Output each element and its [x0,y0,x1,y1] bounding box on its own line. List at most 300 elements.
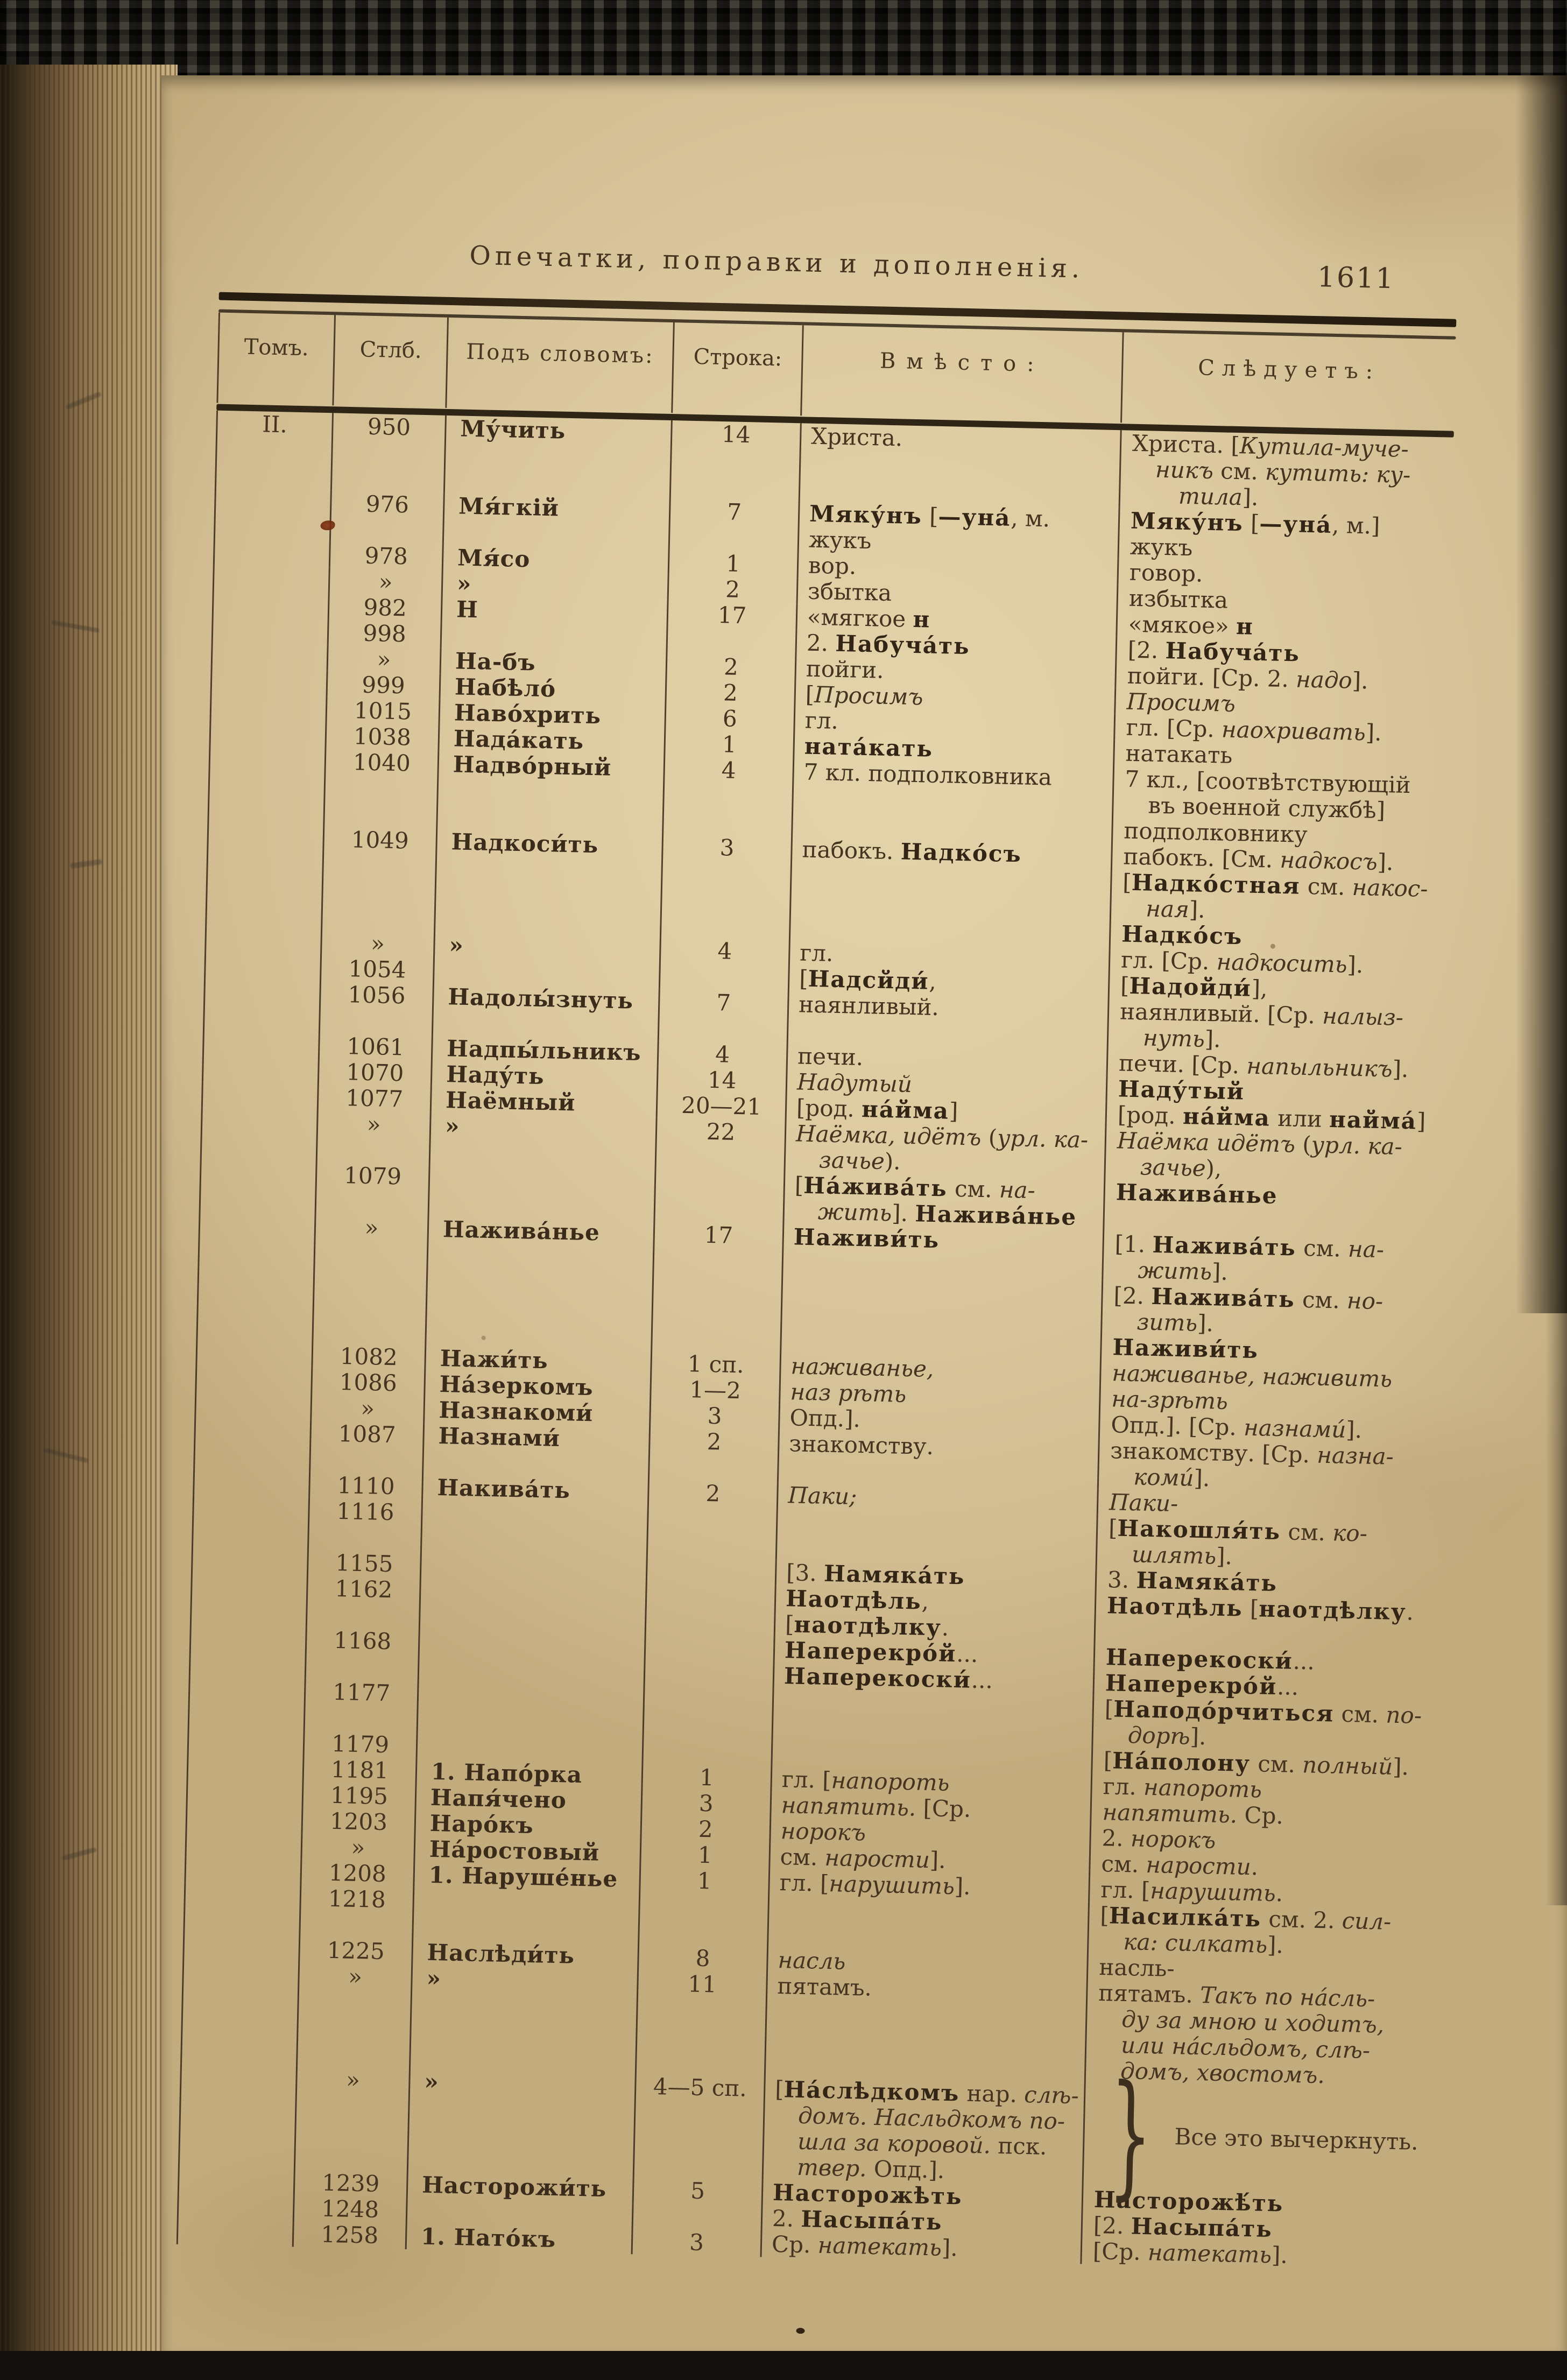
text-line: [1. Нажива́ть см. на- [1114,1230,1385,1263]
cell-follows [1103,1179,1437,1238]
cell-instead [780,1224,1103,1360]
cell-follows [1109,843,1445,954]
cell-volume [182,1934,299,1963]
cell-volume [205,823,323,930]
cell-under-word: Надолы́знуть [432,984,659,1040]
cell-line-number: 1 [663,730,793,759]
header-line: Строка: [671,322,802,416]
cell-line-number: 4 [657,1040,787,1069]
text-line: 2. Набуча́ть [806,629,971,660]
cell-column-number: 1079 [315,1162,429,1216]
cell-volume [183,1883,300,1937]
text-line: Паки- [1109,1489,1178,1517]
cell-column-number: 1179 [303,1730,417,1759]
cell-volume [204,953,320,981]
text-line: гл. [нарушить. [1100,1876,1283,1907]
text-line: гл. [напороть [781,1766,950,1796]
cell-line-number: 11 [635,1970,766,2076]
cell-column-number: » [327,645,440,674]
cell-volume [214,488,330,543]
text-line: на-зрѣть [1111,1385,1229,1415]
cell-under-word: Наду́ть [430,1061,657,1092]
cell-column-number: 1203 [301,1808,414,1836]
cell-follows [1111,766,1446,850]
cell-under-word: 1. Нато́къ [405,2223,632,2254]
header-tom: Томъ. [216,313,334,406]
cell-column-number: » [328,568,442,596]
cell-line-number: 4—5 сп. [633,2073,764,2179]
cell-column-number: » [310,1395,423,1423]
cell-instead [767,1896,1088,1954]
text-line: въ военной службѣ] [1147,792,1386,824]
cell-under-word: » [433,932,660,963]
text-line: Ср. натекать]. [771,2230,958,2262]
cell-line-number: 2 [640,1815,770,1843]
cell-column-number: 1087 [309,1420,423,1475]
cell-line-number: 20—21 [656,1092,786,1121]
text-line: напятить. [Ср. [781,1792,971,1822]
cell-volume [210,668,327,697]
text-line: см. нарости]. [780,1843,947,1874]
cell-line-number: 14 [657,1066,786,1095]
cell-line-number: 2 [647,1480,777,1508]
cell-under-word [417,1681,644,1737]
cell-line-number: 2 [665,679,794,707]
text-line: [Надойди́], [1120,972,1268,1002]
cell-line-number: 14 [669,420,800,501]
text-line: гл. [Ср. надкосить]. [1120,946,1364,978]
cell-volume [190,1573,307,1627]
cell-volume [194,1392,310,1420]
cell-under-word: Мя́гкій [442,493,669,550]
cell-under-word: Надво́рный [436,751,663,834]
text-line: пятамъ. [777,1973,872,2001]
cell-under-word: Надкоси́ть [434,829,662,937]
cell-line-number: 7 [658,989,788,1043]
cell-column-number: 1110 [308,1472,422,1501]
cell-under-word [420,1500,647,1557]
text-line: жить]. [1138,1257,1229,1285]
cell-line-number: 3 [649,1402,779,1431]
text-line: избытка [1128,585,1229,614]
text-line: наянливый. [798,991,940,1021]
cell-volume [207,746,324,826]
cell-volume [177,2193,293,2221]
cell-volume [193,1418,310,1472]
cell-under-word: Наёмный [430,1087,657,1118]
cell-volume [177,2219,293,2247]
cell-column-number: 1116 [307,1498,421,1552]
cell-follows [1091,1696,1426,1755]
text-line: Наперекро́й... [784,1637,978,1667]
cell-column-number: 1061 [318,1033,432,1061]
text-line: пойги. [Ср. 2. надо]. [1127,662,1369,694]
cell-under-word: Напя́чено [414,1784,641,1815]
cell-line-number [659,963,788,991]
cell-volume [195,1340,312,1369]
text-line: [Просимъ [805,681,923,710]
curly-brace: } [1107,2055,1154,2214]
cell-column-number: 1040 [323,749,437,829]
text-line: гл. [Ср. наохривать]. [1126,714,1382,746]
text-line: збытка [807,578,892,607]
cell-under-word: На́зеркомъ [423,1371,650,1402]
cell-under-word: Назнакоми́ [423,1397,650,1427]
cell-volume [204,927,321,955]
text-line: знакомству. [788,1430,934,1460]
cell-under-word [412,1888,639,1944]
text-line: вор. [808,552,857,580]
book-page [161,75,1567,2351]
cell-volume [213,565,329,594]
cell-column-number: 1218 [299,1885,413,1940]
cell-line-number: 3 [640,1789,770,1818]
text-line: твер. Опд.]. [796,2153,945,2184]
cell-column-number: 998 [327,619,441,648]
cell-line-number: 3 [631,2228,761,2257]
cell-instead [777,1431,1098,1489]
brace-note: Все это вычеркнуть. [1174,2123,1419,2156]
errata-table [177,292,1457,2275]
cell-line-number: 1 [668,550,797,578]
text-line: жить]. Нажива́нье [817,1198,1077,1230]
cell-line-number: 5 [632,2177,762,2205]
cell-line-number [638,1892,768,1947]
cell-under-word: Наро́къ [414,1810,640,1841]
cell-column-number: 1225 [298,1937,412,1966]
cell-under-word: Наво́хрить [438,700,665,730]
text-line: [На́слѣдкомъ нар. слѣ- [774,2075,1079,2109]
text-line: норокъ [780,1818,866,1846]
cell-column-number: 1086 [310,1369,424,1397]
text-line: Опд.]. [Ср. назнами́]. [1110,1411,1363,1444]
cell-volume: II. [215,411,332,491]
text-line: зачье), [1140,1153,1222,1182]
text-line: [На́полону см. полный]. [1103,1747,1409,1780]
cell-under-word: » [409,1965,637,2073]
text-line: [Насилка́ть см. 2. сил- [1099,1902,1392,1935]
cell-line-number: 1—2 [650,1376,779,1405]
cell-instead [797,501,1119,559]
text-line: Нажива́нье [1116,1179,1279,1209]
cell-under-word: Набѣло́ [439,674,665,705]
cell-line-number: 3 [660,834,791,940]
text-line: Надутый [796,1068,913,1098]
text-line: [Надсйди́, [799,965,937,995]
cell-line-number [644,1634,774,1688]
text-line: наянливый. [Ср. налыз- [1119,998,1404,1031]
text-line: насль [778,1947,846,1975]
cell-follows [1119,430,1454,515]
cell-volume [188,1676,305,1730]
text-line: см. нарости. [1101,1850,1259,1881]
text-line: тила]. [1178,482,1259,511]
text-line: [На́жива́ть см. на- [794,1172,1036,1204]
cell-line-number: 2 [667,575,797,604]
cell-column-number: 1155 [307,1550,420,1578]
text-line: [Наподо́рчиться см. по- [1104,1695,1422,1729]
page-title: Опечатки, поправки и дополненія. [469,240,1084,284]
cell-line-number: 17 [667,601,796,630]
text-line: 3. Намяка́ть [1107,1566,1278,1597]
cell-instead [762,2076,1084,2187]
cell-instead [787,991,1108,1050]
cell-under-word: 1. Наруше́нье [413,1862,639,1892]
text-line: Наперекоски́... [1105,1644,1315,1675]
text-line: Наду́тый [1118,1075,1245,1105]
cell-volume [203,978,320,1033]
text-line: 7 кл. подполковника [803,758,1053,791]
text-line: знакомству. [Ср. назна- [1110,1437,1394,1470]
cell-line-number [666,627,795,656]
cell-instead [784,1121,1105,1179]
cell-line-number: 2 [648,1428,778,1482]
cell-instead [782,1172,1104,1231]
text-line: ная]. [1145,895,1206,923]
cell-column-number: » [312,1214,427,1346]
cell-column-number: 1082 [311,1343,425,1371]
margin-mark [62,1847,97,1861]
cell-instead [764,1973,1086,2083]
cell-volume [195,1366,311,1395]
cell-under-word: Нажива́нье [425,1216,653,1350]
cell-under-word: Му́чить [443,416,671,498]
text-line: Наперекоски́... [784,1663,993,1694]
text-line: Наживи́ть [1112,1334,1259,1364]
cell-line-number: 22 [655,1118,785,1172]
cell-volume [186,1779,302,1808]
cell-volume [187,1754,303,1782]
text-line: 7 кл., [соотвѣтствующій [1125,765,1411,799]
cell-column-number: 1162 [306,1575,420,1630]
cell-under-word [428,1165,655,1221]
text-line: насль- [1098,1954,1175,1982]
cell-column-number: 1015 [325,697,439,726]
margin-mark [51,620,100,633]
cell-follows [1104,1128,1438,1187]
margin-mark [43,1448,88,1463]
text-line: гл. [799,939,834,967]
cell-volume [178,2167,294,2195]
cell-under-word: Наслѣди́ть [411,1939,638,1970]
cell-line-number: 7 [668,498,799,552]
cell-under-word: Надпы́льникъ [431,1036,658,1066]
text-line: [2. Насыпа́ть [1093,2212,1273,2243]
cell-line-number [646,1505,777,1560]
cell-column-number: 1208 [300,1860,413,1888]
cell-column-number: 999 [326,671,440,700]
cell-volume [200,1108,317,1162]
cell-volume [187,1728,303,1756]
cell-column-number: 1258 [292,2221,406,2249]
cell-under-word: 1. Напо́рка [415,1758,641,1789]
text-line: никъ см. кутить: ку- [1155,456,1411,489]
text-line: [Ср. натекать]. [1092,2237,1288,2269]
text-line: ната́кать [804,733,934,762]
cell-column-number: 1177 [303,1679,418,1733]
cell-column-number: 1195 [302,1782,415,1811]
text-line: гл. [нарушить]. [779,1869,971,1900]
table-body [177,411,1454,2275]
text-line: пойги. [806,655,885,684]
text-line: шлять]. [1131,1541,1233,1570]
cell-column-number: 1239 [293,2169,407,2198]
cell-line-number [645,1582,775,1637]
cell-line-number: 1 [639,1867,768,1895]
cell-column-number: » [316,1110,430,1165]
cell-volume [202,1056,318,1085]
cell-volume [202,1030,319,1059]
printed-content [115,74,1567,2380]
cell-column-number: 1070 [317,1059,431,1087]
cell-follows [1092,1644,1427,1703]
header-stlb: Стлб. [332,315,447,408]
cell-column-number: 1038 [324,723,438,751]
cell-line-number: 1 [639,1841,769,1869]
text-line: Мяку́нъ [—уна́, м. жукъ [808,500,1050,554]
text-line: печи. [Ср. напыльникъ]. [1118,1050,1409,1083]
header-instead: Вмѣсто: [800,325,1123,423]
text-line: или на́сльдомъ, слѣ- [1120,2031,1371,2064]
cell-volume [178,2064,296,2170]
cell-volume [192,1495,308,1550]
cell-column-number: 1056 [319,981,433,1036]
cell-under-word: Нажи́ть [424,1345,651,1376]
cell-instead [791,759,1113,843]
cell-line-number [632,2202,761,2231]
cell-under-word: Накива́ть [421,1474,648,1505]
text-line: коми́]. [1133,1463,1210,1492]
cell-volume [211,617,328,645]
cell-follows [1087,1903,1422,1962]
text-line: Наживи́ть [793,1223,940,1254]
header-follows: Слѣдуетъ: [1120,332,1456,429]
cell-under-word: » [441,571,668,601]
text-line: [род. на́йма] [796,1094,958,1124]
text-line: Насторожѣ́ть [1093,2186,1284,2217]
text-line: Христа. [810,423,903,452]
cell-line-number [646,1557,775,1585]
text-line: [Надко́стная см. накос- [1122,869,1429,902]
text-line: Мяку́нъ [—уна́, м.] жукъ [1130,507,1380,561]
cell-volume [199,1159,316,1214]
cell-volume [185,1831,301,1860]
cell-volume [196,1211,314,1343]
cell-volume [191,1547,307,1575]
cell-follows [1100,1231,1436,1367]
text-line: наживанье, [790,1353,934,1383]
text-line: наз рѣть [790,1378,907,1407]
text-line: [2. Нажива́ть см. но- [1113,1282,1384,1315]
text-line: гл. [804,707,839,734]
cell-column-number: 1049 [321,826,436,932]
text-line: [2. Набуча́ть [1127,636,1301,667]
cell-column-number: 950 [330,413,445,493]
cell-column-number: 1168 [305,1627,419,1681]
cell-volume [201,1082,317,1110]
text-line: натакать [1125,740,1233,769]
text-line: «мякое» н [1128,610,1254,640]
text-line: [Накошля́ть см. ко- [1108,1515,1368,1547]
cell-volume [180,1960,298,2066]
cell-follows [1117,508,1452,567]
text-line: гл. напороть [1103,1773,1262,1803]
text-line: пабокъ. [См. надкосъ]. [1123,843,1394,876]
cell-line-number: 4 [659,937,789,966]
cell-instead [775,1508,1097,1567]
cell-line-number [642,1686,772,1740]
text-line: Христа. [Кутила-муче- [1132,429,1409,462]
cell-under-word: » [407,2068,635,2177]
text-line: наживанье, наживить [1111,1360,1393,1392]
cell-line-number: 6 [664,705,794,733]
cell-column-number: 982 [328,594,441,622]
text-line: Наотдѣль [наотдѣлку. [1106,1592,1414,1625]
cell-line-number: 17 [651,1221,782,1353]
cell-under-word: Нада́кать [437,726,664,756]
cell-under-word: Насторожи́ть [406,2172,633,2202]
cell-line-number: 1 [641,1763,771,1792]
cell-instead [774,1586,1095,1644]
cell-under-word: На́ростовый [413,1836,640,1867]
text-line: 2. Насыпа́ть [772,2205,943,2235]
text-line: подполковнику [1123,817,1308,848]
cell-line-number [641,1737,771,1766]
text-line: дорѣ]. [1127,1722,1206,1750]
text-line: напятить. Ср. [1102,1799,1284,1829]
cell-instead [799,423,1120,508]
margin-mark [70,859,103,869]
paper-speck [796,2328,804,2334]
text-line: зить]. [1137,1308,1214,1337]
header-word: Подъ словомъ: [445,318,673,413]
cell-column-number: » [320,930,434,958]
text-line: [3. Намяка́ть [786,1559,965,1590]
text-line: 2. норокъ [1102,1825,1216,1854]
text-line: Надко́съ [1121,920,1243,950]
cell-volume [186,1805,302,1834]
cell-volume [212,591,328,619]
margin-mark [65,391,102,410]
cell-line-number: 1 сп. [650,1350,780,1379]
page-number: 1611 [1317,261,1395,295]
cell-line-number: 4 [662,756,793,836]
cell-follows [1107,998,1442,1058]
cell-under-word: Назнами́ [422,1423,649,1479]
cell-under-word: На-бъ [440,648,666,679]
text-line: зачье). [818,1146,901,1175]
cell-volume [211,643,327,671]
text-line: ка: силкать]. [1123,1928,1284,1959]
cell-column-number: 1248 [293,2195,406,2223]
cell-column-number: 976 [329,490,443,545]
cell-under-word: Н [441,596,667,627]
text-line: Наотдѣль,[наотдѣлку. [785,1585,949,1641]
cell-instead [789,836,1111,947]
cell-line-number [653,1170,784,1224]
gutter-shadow-lower [1545,1313,1567,1905]
text-line: «мягкое н [807,603,931,633]
text-line: пабокъ. Надко́съ [802,836,1022,868]
cell-column-number: 1181 [302,1756,416,1785]
cell-follows [1096,1515,1430,1574]
text-line: домъ. Насльдкомъ по- [797,2102,1065,2135]
text-line: шла за коровой. пск. [797,2128,1047,2160]
text-line: Наёмка идётъ (урл. ка- [1117,1127,1403,1160]
text-line: пятамъ. Такъ по на́сль- [1098,1980,1375,2012]
cell-line-number: 8 [637,1944,767,1973]
text-line: ду за мною и ходитъ, [1121,2005,1385,2038]
